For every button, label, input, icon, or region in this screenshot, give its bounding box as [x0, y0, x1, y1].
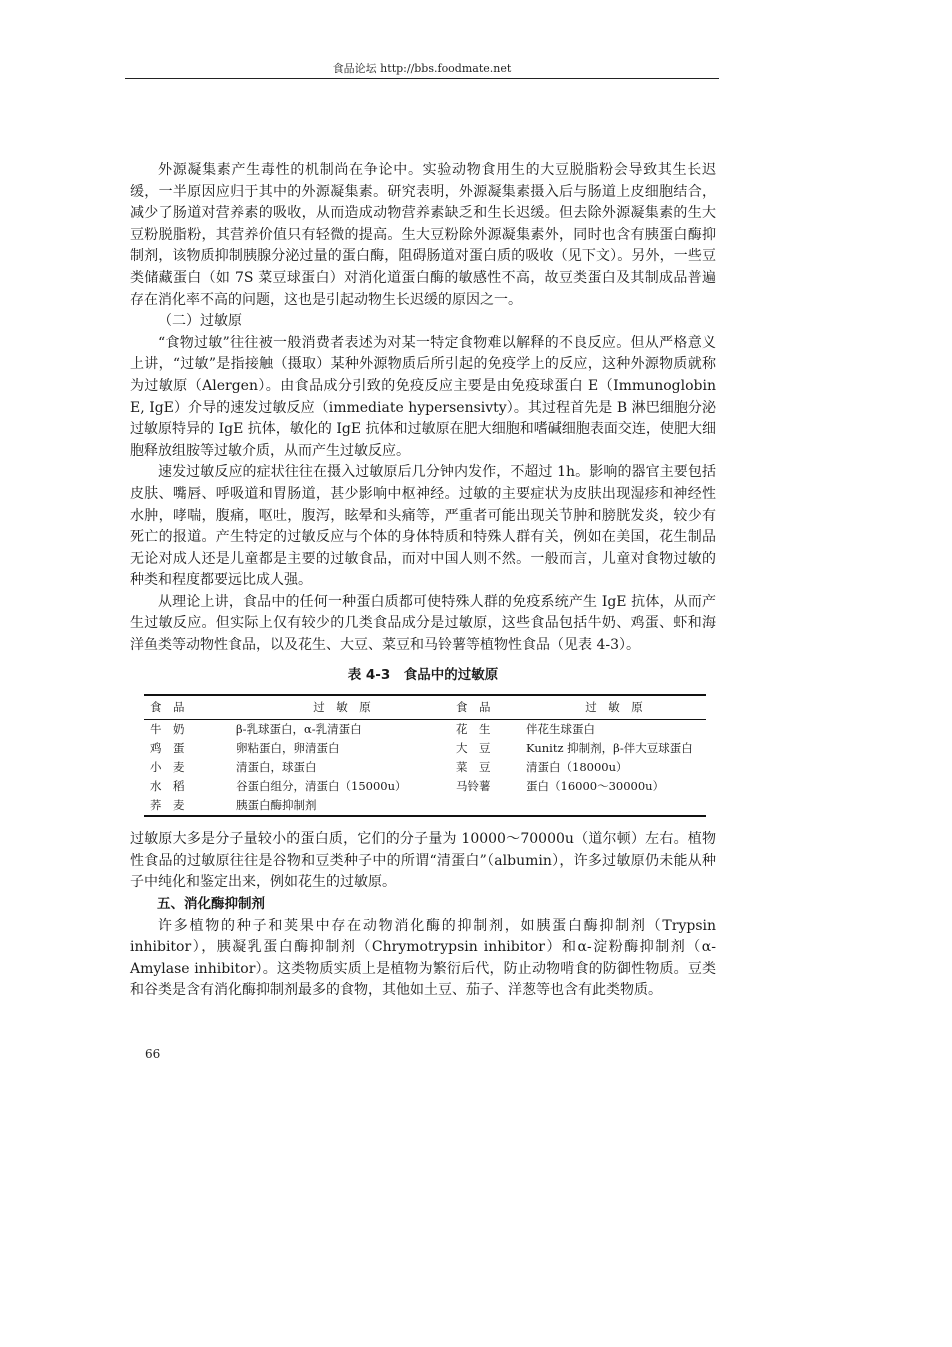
- paragraph-allergen-size: 过敏原大多是分子量较小的蛋白质，它们的分子量为 10000～70000u（道尔顿）左右。植物性食品的过敏原往往是谷物和豆类种子中的所谓“清蛋白”（albumin），许多过敏原仍未能从种子中纯化和鉴定出来，例如花生的过敏原。: [130, 831, 716, 891]
- paragraph-lectin: 外源凝集素产生毒性的机制尚在争论中。实验动物食用生的大豆脱脂粉会导致其生长迟缓，一半原因应归于其中的外源凝集素。研究表明，外源凝集素摄入后与肠道上皮细胞结合，减少了肠道对营养素的吸收，从而造成动物营养素缺乏和生长迟缓。但去除外源凝集素的生大豆粉脱脂粉，其营养价值只有轻微的提高。生大豆粉除外源凝集素外，同时也含有胰蛋白酶抑制剂，该物质抑制胰腺分泌过量的蛋白酶，阻碍肠道对蛋白质的吸收（见下文）。另外，一些豆类储藏蛋白（如 7S 菜豆球蛋白）对消化道蛋白酶的敏感性不高，故豆类蛋白及其制成品普遍存在消化率不高的问题，这也是引起动物生长迟缓的原因之一。: [130, 162, 716, 308]
- table-cell: 水 稻: [150, 779, 185, 794]
- table-row: [144, 758, 706, 777]
- table-cell: 牛 奶: [150, 722, 185, 737]
- table-cell: 蛋白（16000～30000u）: [526, 779, 665, 794]
- table-cell: 大 豆: [456, 741, 491, 756]
- subheading-allergen: （二）过敏原: [158, 313, 242, 330]
- table-row: [144, 796, 706, 816]
- table-cell: Kunitz 抑制剂，β-伴大豆球蛋白: [526, 741, 693, 756]
- table-cell: 胰蛋白酶抑制剂: [236, 798, 317, 813]
- table-row: [144, 720, 706, 740]
- table-cell: [522, 796, 706, 816]
- table-cell: β-乳球蛋白，α-乳清蛋白: [236, 722, 362, 737]
- table-header-cell: 食 品: [456, 700, 491, 715]
- paragraph-enzyme-inhibitors: 许多植物的种子和荚果中存在动物消化酶的抑制剂，如胰蛋白酶抑制剂（Trypsin inhibitor），胰凝乳蛋白酶抑制剂（Chrymotrypsin inhibitor）和α-淀粉酶抑制剂（α-Amylase inhibitor）。这类物质实质上是植物为繁衍后代，防止动物啃食的防御性物质。豆类和谷类是含有消化酶抑制剂最多的食物，其他如土豆、茄子、洋葱等也含有此类物质。: [130, 917, 716, 999]
- page-body: [130, 160, 716, 1002]
- table-cell: [452, 796, 522, 816]
- table-cell: 荞 麦: [150, 798, 185, 813]
- table-cell: 花 生: [456, 722, 491, 737]
- table-header-cell: 过 敏 原: [313, 700, 371, 715]
- table-header-cell: 过 敏 原: [585, 700, 643, 715]
- page-number: 66: [145, 1047, 161, 1061]
- table-cell: 伴花生球蛋白: [526, 722, 595, 737]
- table-cell: 清蛋白，球蛋白: [236, 760, 317, 775]
- table-title: 表 4-3 食品中的过敏原: [347, 666, 499, 683]
- section-heading-enzyme-inhibitors: 五、消化酶抑制剂: [157, 896, 265, 913]
- table-cell: 鸡 蛋: [150, 741, 185, 756]
- page-header: 食品论坛 http://bbs.foodmate.net: [125, 62, 719, 79]
- table-header-row: [144, 695, 706, 720]
- table-row: [144, 777, 706, 796]
- paragraph-theory: 从理论上讲，食品中的任何一种蛋白质都可使特殊人群的免疫系统产生 IgE 抗体，从而产生过敏反应。但实际上仅有较少的几类食品成分是过敏原，这些食品包括牛奶、鸡蛋、虾和海洋鱼类等动物性食品，以及花生、大豆、菜豆和马铃薯等植物性食品（见表 4-3）。: [130, 593, 716, 654]
- table-cell: 清蛋白（18000u）: [526, 760, 628, 775]
- table-header-cell: 食 品: [150, 700, 185, 715]
- allergen-table: [144, 694, 706, 817]
- table-cell: 卵粘蛋白，卵清蛋白: [236, 741, 340, 756]
- paragraph-food-allergy: “食物过敏”往往被一般消费者表述为对某一特定食物难以解释的不良反应。但从严格意义上讲，“过敏”是指接触（摄取）某种外源物质后所引起的免疫学上的反应，这种外源物质就称为过敏原（Alergen）。由食品成分引致的免疫反应主要是由免疫球蛋白 E（Immunoglobin E, IgE）介导的速发过敏反应（immediate hypersensivty）。其过程首先是 B 淋巴细胞分泌过敏原特异的 IgE 抗体，敏化的 IgE 抗体和过敏原在肥大细胞和嗜碱细胞表面交连，使肥大细胞释放组胺等过敏介质，从而产生过敏反应。: [130, 334, 716, 459]
- table-cell: 小 麦: [150, 760, 185, 775]
- table-cell: 谷蛋白组分，清蛋白（15000u）: [236, 779, 407, 794]
- paragraph-symptoms: 速发过敏反应的症状往往在摄入过敏原后几分钟内发作，不超过 1h。影响的器官主要包括皮肤、嘴唇、呼吸道和胃肠道，甚少影响中枢神经。过敏的主要症状为皮肤出现湿疹和神经性水肿，哮喘，腹痛，呕吐，腹泻，眩晕和头痛等，严重者可能出现关节肿和膀胱发炎，较少有死亡的报道。产生特定的过敏反应与个体的身体特质和特殊人群有关，例如在美国，花生制品无论对成人还是儿童都是主要的过敏食品，而对中国人则不然。一般而言，儿童对食物过敏的种类和程度都要远比成人强。: [130, 464, 716, 589]
- table-cell: 菜 豆: [456, 760, 491, 775]
- table-row: [144, 739, 706, 758]
- table-cell: 马铃薯: [456, 779, 491, 794]
